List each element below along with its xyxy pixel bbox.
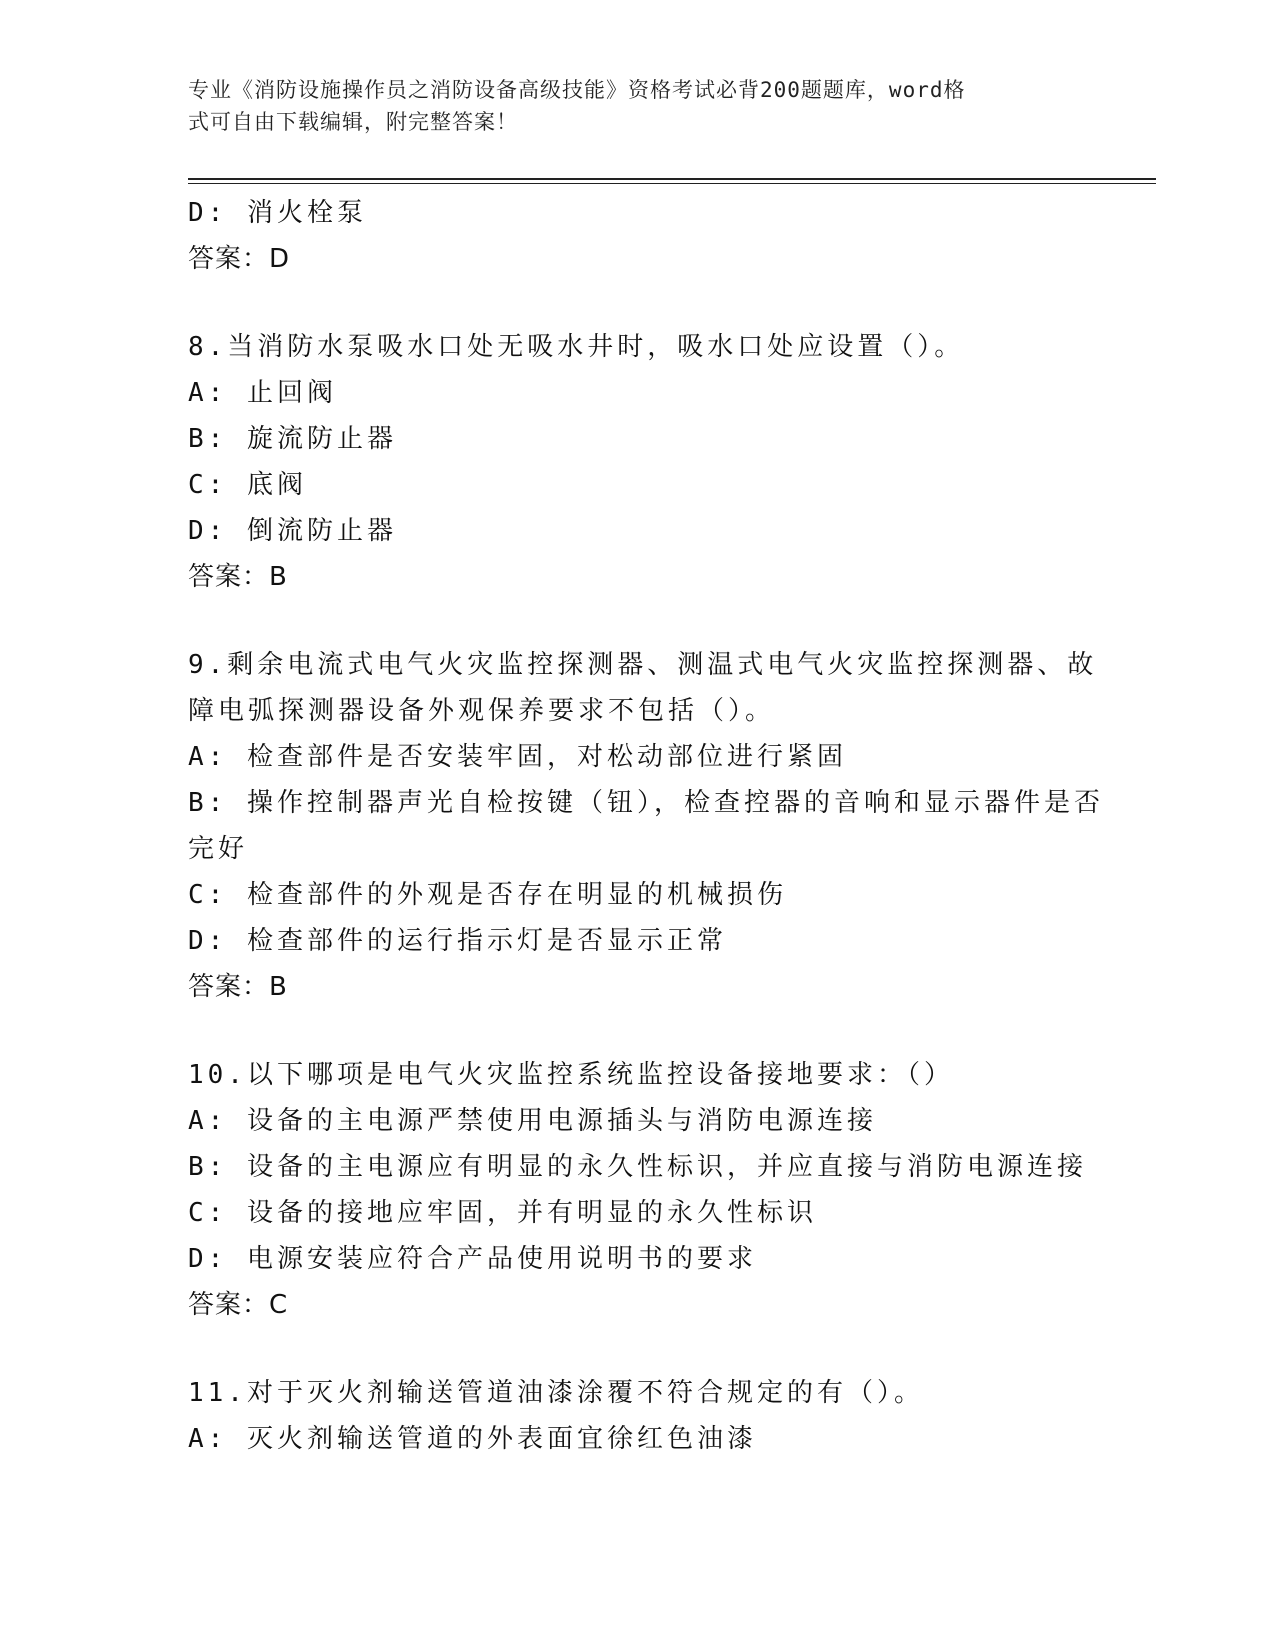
question-stem-line-2: 障电弧探测器设备外观保养要求不包括（）。 (188, 696, 776, 726)
option-d: D: 检查部件的运行指示灯是否显示正常 (188, 926, 727, 956)
answer-label: 答案：B (188, 562, 288, 592)
question-stem: 11.对于灭火剂输送管道油漆涂覆不符合规定的有（）。 (188, 1378, 924, 1408)
option-a: A: 设备的主电源严禁使用电源插头与消防电源连接 (188, 1106, 877, 1136)
option-a: A: 止回阀 (188, 378, 337, 408)
option-b: B: 操作控制器声光自检按键（钮），检查控器的音响和显示器件是否 (188, 788, 1104, 818)
question-stem-line-1: 9.剩余电流式电气火灾监控探测器、测温式电气火灾监控探测器、故 (188, 650, 1098, 680)
answer-label: 答案：D (188, 244, 291, 274)
header-divider-thick (188, 178, 1156, 180)
header-divider-thin (188, 183, 1156, 184)
question-list (188, 190, 1104, 1462)
header-line-2: 式可自由下载编辑，附完整答案！ (188, 110, 518, 134)
option-d: D: 倒流防止器 (188, 516, 397, 546)
header-line-1: 专业《消防设施操作员之消防设备高级技能》资格考试必背200题题库，word格 (188, 78, 966, 102)
question-stem: 8.当消防水泵吸水口处无吸水井时，吸水口处应设置（）。 (188, 332, 965, 362)
question-10 (188, 1052, 1088, 1328)
option-a: A: 灭火剂输送管道的外表面宜徐红色油漆 (188, 1424, 757, 1454)
page-header (188, 74, 1068, 138)
option-d: D: 消火栓泵 (188, 198, 367, 228)
option-a: A: 检查部件是否安装牢固，对松动部位进行紧固 (188, 742, 847, 772)
option-b: B: 旋流防止器 (188, 424, 397, 454)
option-b: B: 设备的主电源应有明显的永久性标识，并应直接与消防电源连接 (188, 1152, 1087, 1182)
question-8 (188, 324, 1088, 600)
option-c: C: 检查部件的外观是否存在明显的机械损伤 (188, 880, 787, 910)
answer-label: 答案：C (188, 1290, 289, 1320)
question-7-tail (188, 190, 1088, 282)
question-stem: 10.以下哪项是电气火灾监控系统监控设备接地要求：（） (188, 1060, 954, 1090)
option-c: C: 底阀 (188, 470, 307, 500)
option-d: D: 电源安装应符合产品使用说明书的要求 (188, 1244, 757, 1274)
answer-label: 答案：B (188, 972, 288, 1002)
question-9 (188, 642, 1104, 1010)
option-c: C: 设备的接地应牢固，并有明显的永久性标识 (188, 1198, 817, 1228)
option-b-continued: 完好 (188, 834, 249, 864)
question-11 (188, 1370, 1088, 1462)
